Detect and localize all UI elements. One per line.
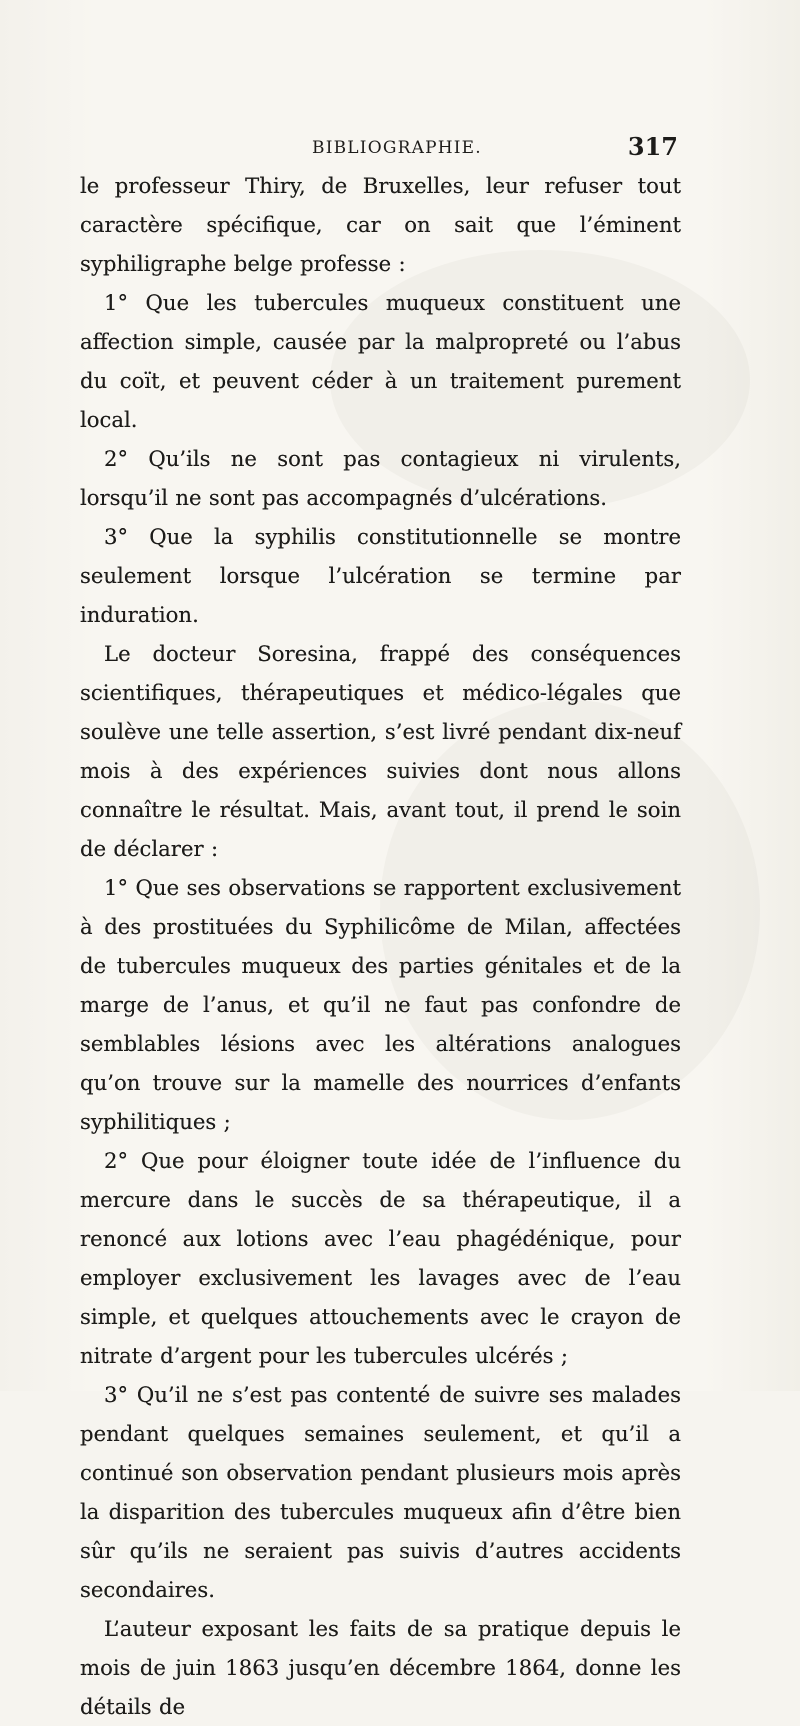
paragraph: 1° Que les tubercules muqueux constituent une affection simple, causée par la malpropreté ou l’abus du coït, et peuvent céder à un traitement purement local. bbox=[80, 290, 681, 432]
paragraph: 2° Qu’ils ne sont pas contagieux ni virulents, lorsqu’il ne sont pas accompagnés d’ulcérations. bbox=[80, 446, 681, 510]
paragraph: L’auteur exposant les faits de sa pratique depuis le mois de juin 1863 jusqu’en décembre 1864, donne les détails de bbox=[80, 1616, 681, 1719]
paragraph: 1° Que ses observations se rapportent exclusivement à des prostituées du Syphilicôme de Milan, affectées de tubercules muqueux des parties génitales et de la marge de l’anus, et qu’il ne faut pas confondre de semblables lésions avec les altérations analogues qu’on trouve sur la mamelle des nourrices d’enfants syphilitiques ; bbox=[80, 875, 681, 1134]
page-number: 317 bbox=[627, 132, 678, 161]
running-head: BIBLIOGRAPHIE. bbox=[312, 138, 482, 158]
paragraph: 3° Qu’il ne s’est pas contenté de suivre ses malades pendant quelques semaines seulement, et qu’il a continué son observation pendant plusieurs mois après la disparition des tubercules muqueux afin d’être bien sûr qu’ils ne seraient pas suivis d’autres accidents secondaires. bbox=[80, 1382, 681, 1602]
paragraph: le professeur Thiry, de Bruxelles, leur refuser tout caractère spécifique, car on sait que l’éminent syphiligraphe belge professe : bbox=[80, 173, 681, 276]
paragraph: Le docteur Soresina, frappé des conséquences scientifiques, thérapeutiques et médico-légales que soulève une telle assertion, s’est livré pendant dix-neuf mois à des expériences suivies dont nous allons connaître le résultat. Mais, avant tout, il prend le soin de déclarer : bbox=[80, 641, 681, 861]
paragraph: 2° Que pour éloigner toute idée de l’influence du mercure dans le succès de sa thérapeutique, il a renoncé aux lotions avec l’eau phagédénique, pour employer exclusivement les lavages avec de l’eau simple, et quelques attouchements avec le crayon de nitrate d’argent pour les tubercules ulcérés ; bbox=[80, 1148, 681, 1368]
page-header bbox=[80, 132, 680, 168]
body-text bbox=[80, 166, 681, 1726]
paragraph: 3° Que la syphilis constitutionnelle se montre seulement lorsque l’ulcération se termine par induration. bbox=[80, 524, 681, 627]
